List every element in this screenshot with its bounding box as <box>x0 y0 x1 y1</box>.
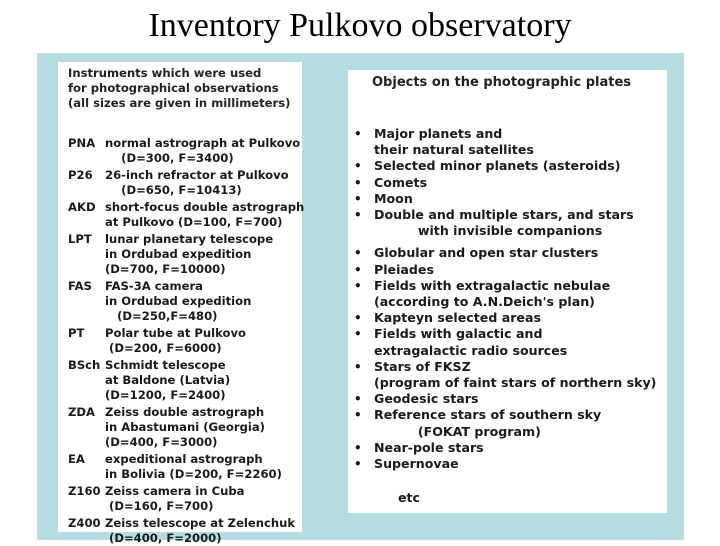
bullet-icon: • <box>354 327 362 342</box>
instrument-description-line: (D=160, F=700) <box>105 499 214 513</box>
objects-heading: Objects on the photographic plates <box>372 75 632 90</box>
object-text: (FOKAT program) <box>374 423 541 439</box>
bullet-icon: • <box>354 408 362 423</box>
object-text: Selected minor planets (asteroids) <box>374 158 621 174</box>
instrument-description-line: (D=400, F=3000) <box>105 435 218 449</box>
object-text: Supernovae <box>374 456 459 471</box>
bullet-icon: • <box>354 159 362 174</box>
object-item <box>354 126 664 142</box>
instrument-description-line: lunar planetary telescope <box>105 232 274 246</box>
bullet-icon: • <box>354 191 362 206</box>
bullet-icon: • <box>354 246 362 261</box>
instrument-description-line: expeditional astrograph <box>105 452 263 466</box>
bullet-icon: • <box>354 311 362 326</box>
instrument-abbr: FAS <box>68 279 92 293</box>
object-item <box>354 456 664 472</box>
instrument-abbr: BSch <box>68 358 101 372</box>
instruments-heading-line: (all sizes are given in millimeters) <box>68 96 291 110</box>
object-text: Fields with galactic and <box>374 326 543 342</box>
object-item <box>354 158 664 174</box>
instrument-description <box>105 326 246 356</box>
instrument-description-line: short-focus double astrograph <box>105 200 305 214</box>
instrument-abbr: EA <box>68 452 85 466</box>
object-item <box>354 223 664 239</box>
instrument-description-line: (D=650, F=10413) <box>105 183 242 197</box>
instruments-panel <box>58 62 305 545</box>
instruments-heading-line: for photographical observations <box>68 81 279 95</box>
instrument-description-line: normal astrograph at Pulkovo <box>105 136 301 150</box>
object-item <box>354 207 664 223</box>
instrument-description-line: (D=300, F=3400) <box>105 151 234 165</box>
instrument-description <box>105 452 282 482</box>
instrument-description <box>105 200 304 230</box>
object-item <box>354 440 664 456</box>
object-item <box>354 310 664 326</box>
instrument-description-line: (D=700, F=10000) <box>105 262 226 276</box>
instrument-description-line: in Abastumani (Georgia) <box>105 420 265 434</box>
object-item <box>354 424 664 440</box>
object-item <box>354 191 664 207</box>
instrument-description-line: Schmidt telescope <box>105 358 226 372</box>
object-item <box>354 278 664 294</box>
object-item <box>354 262 664 278</box>
instrument-description-line: in Ordubad expedition <box>105 294 252 308</box>
etc-label: etc <box>398 490 421 505</box>
instrument-description <box>105 358 230 403</box>
objects-panel <box>348 70 667 513</box>
instrument-description-line: Polar tube at Pulkovo <box>105 326 247 340</box>
instrument-description <box>105 232 273 277</box>
instruments-heading-line: Instruments which were used <box>68 66 262 80</box>
object-text: Double and multiple stars, and stars <box>374 207 634 222</box>
instrument-abbr: LPT <box>68 232 92 246</box>
object-text: Near-pole stars <box>374 439 484 455</box>
instrument-abbr: AKD <box>68 200 96 214</box>
bullet-icon: • <box>354 440 362 455</box>
instrument-description <box>105 168 289 198</box>
object-item <box>354 142 664 158</box>
instrument-description-line: at Pulkovo (D=100, F=700) <box>105 215 283 229</box>
object-text: Pleiades <box>374 261 434 277</box>
instrument-description-line: Zeiss telescope at Zelenchuk <box>105 516 296 530</box>
instrument-abbr: PNA <box>68 136 96 150</box>
bullet-icon: • <box>354 175 362 190</box>
object-item <box>354 294 664 310</box>
instrument-abbr: P26 <box>68 168 93 182</box>
object-text: Kapteyn selected areas <box>374 310 541 326</box>
object-text: Comets <box>374 174 428 190</box>
bullet-icon: • <box>354 457 362 471</box>
object-text: Reference stars of southern sky <box>374 407 602 423</box>
instrument-abbr: Z400 <box>68 516 101 530</box>
instrument-description-line: in Ordubad expedition <box>105 247 252 261</box>
instrument-description <box>105 516 295 546</box>
object-text: Fields with extragalactic nebulae <box>374 277 611 293</box>
instrument-abbr: PT <box>68 326 85 340</box>
page-title: Inventory Pulkovo observatory <box>148 7 572 44</box>
object-text: extragalactic radio sources <box>374 342 568 358</box>
instrument-description-line: (D=250,F=480) <box>105 309 218 323</box>
object-text: Moon <box>374 190 413 206</box>
instrument-description <box>105 136 300 166</box>
object-text: (program of faint stars of northern sky) <box>374 375 657 390</box>
bullet-icon: • <box>354 392 362 407</box>
instrument-description-line: Zeiss camera in Cuba <box>105 484 245 498</box>
instrument-description-line: FAS-3A camera <box>105 279 203 293</box>
object-text: Geodesic stars <box>374 391 479 407</box>
instrument-description-line: (D=400, F=2000) <box>105 531 222 545</box>
instrument-description-line: (D=200, F=6000) <box>105 341 222 355</box>
bullet-icon: • <box>354 127 362 141</box>
instrument-description <box>105 484 244 514</box>
object-text: Major planets and <box>374 126 503 141</box>
object-text: their natural satellites <box>374 142 534 158</box>
instrument-abbr: Z160 <box>68 484 101 498</box>
instrument-description-line: (D=1200, F=2400) <box>105 388 226 402</box>
instrument-description-line: at Baldone (Latvia) <box>105 373 231 387</box>
instrument-description-line: Zeiss double astrograph <box>105 405 265 419</box>
bullet-icon: • <box>354 262 362 277</box>
instrument-description <box>105 279 251 324</box>
object-text: Globular and open star clusters <box>374 245 599 261</box>
bullet-icon: • <box>354 359 362 374</box>
instruments-heading <box>68 66 290 111</box>
object-item <box>354 359 664 375</box>
bullet-icon: • <box>354 208 362 222</box>
object-item <box>354 175 664 191</box>
object-item <box>354 391 664 407</box>
instrument-description-line: in Bolivia (D=200, F=2260) <box>105 467 282 481</box>
object-text: with invisible companions <box>374 223 603 239</box>
bullet-icon: • <box>354 278 362 293</box>
instrument-abbr: ZDA <box>68 405 96 419</box>
object-item <box>354 407 664 423</box>
object-text: Stars of FKSZ <box>374 358 471 374</box>
object-text: (according to A.N.Deich's plan) <box>374 294 595 309</box>
object-item <box>354 375 664 391</box>
object-item <box>354 326 664 342</box>
instrument-description <box>105 405 265 450</box>
object-item <box>354 245 664 261</box>
object-item <box>354 343 664 359</box>
instrument-description-line: 26-inch refractor at Pulkovo <box>105 168 289 182</box>
